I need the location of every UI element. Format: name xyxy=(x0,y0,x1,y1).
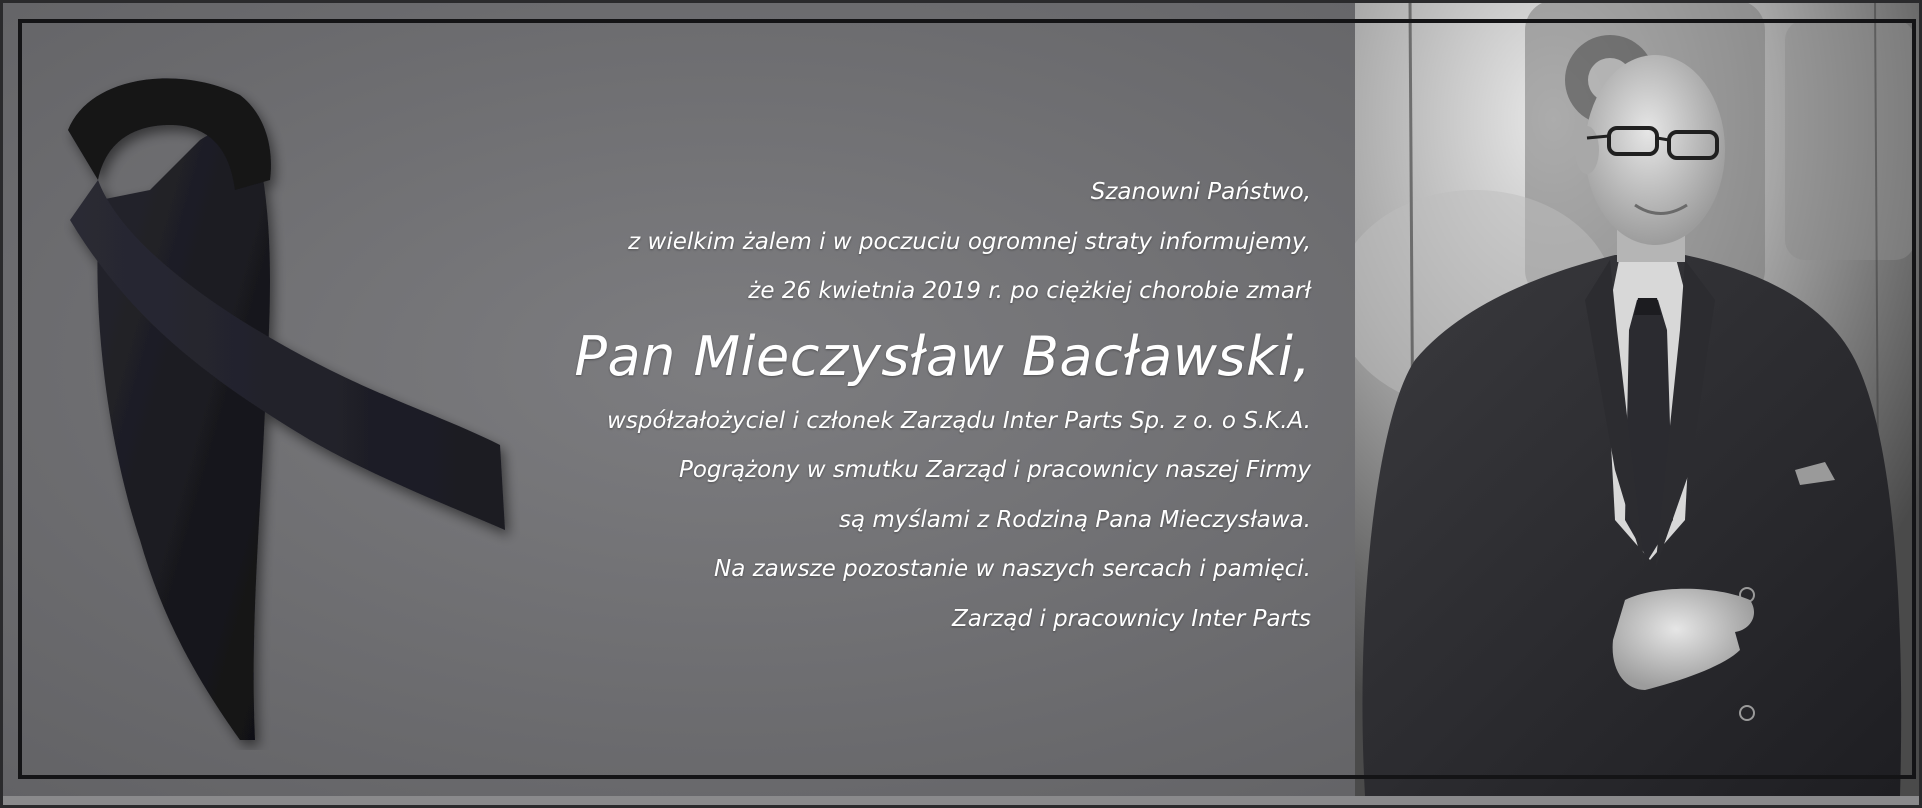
date-line: że 26 kwietnia 2019 r. po ciężkiej chorobie zmarł xyxy=(748,278,1311,304)
thoughts-line: są myślami z Rodziną Pana Mieczysława. xyxy=(838,506,1311,533)
portrait-photo xyxy=(1355,0,1922,796)
memory-line: Na zawsze pozostanie w naszych sercach i pamięci. xyxy=(714,556,1311,582)
condolence-message xyxy=(491,168,1311,644)
intro-line: z wielkim żalem i w poczuciu ogromnej straty informujemy, xyxy=(628,228,1311,255)
bottom-strip xyxy=(0,796,1922,808)
greeting-line: Szanowni Państwo, xyxy=(1090,179,1311,205)
role-line: współzałożyciel i członek Zarządu Inter Parts Sp. z o. o S.K.A. xyxy=(607,407,1311,434)
grief-line: Pogrążony w smutku Zarząd i pracownicy naszej Firmy xyxy=(678,457,1311,483)
mourning-ribbon-icon xyxy=(60,70,520,750)
signature-line: Zarząd i pracownicy Inter Parts xyxy=(951,605,1311,632)
deceased-name: Pan Mieczysław Bacławski, xyxy=(574,324,1311,388)
